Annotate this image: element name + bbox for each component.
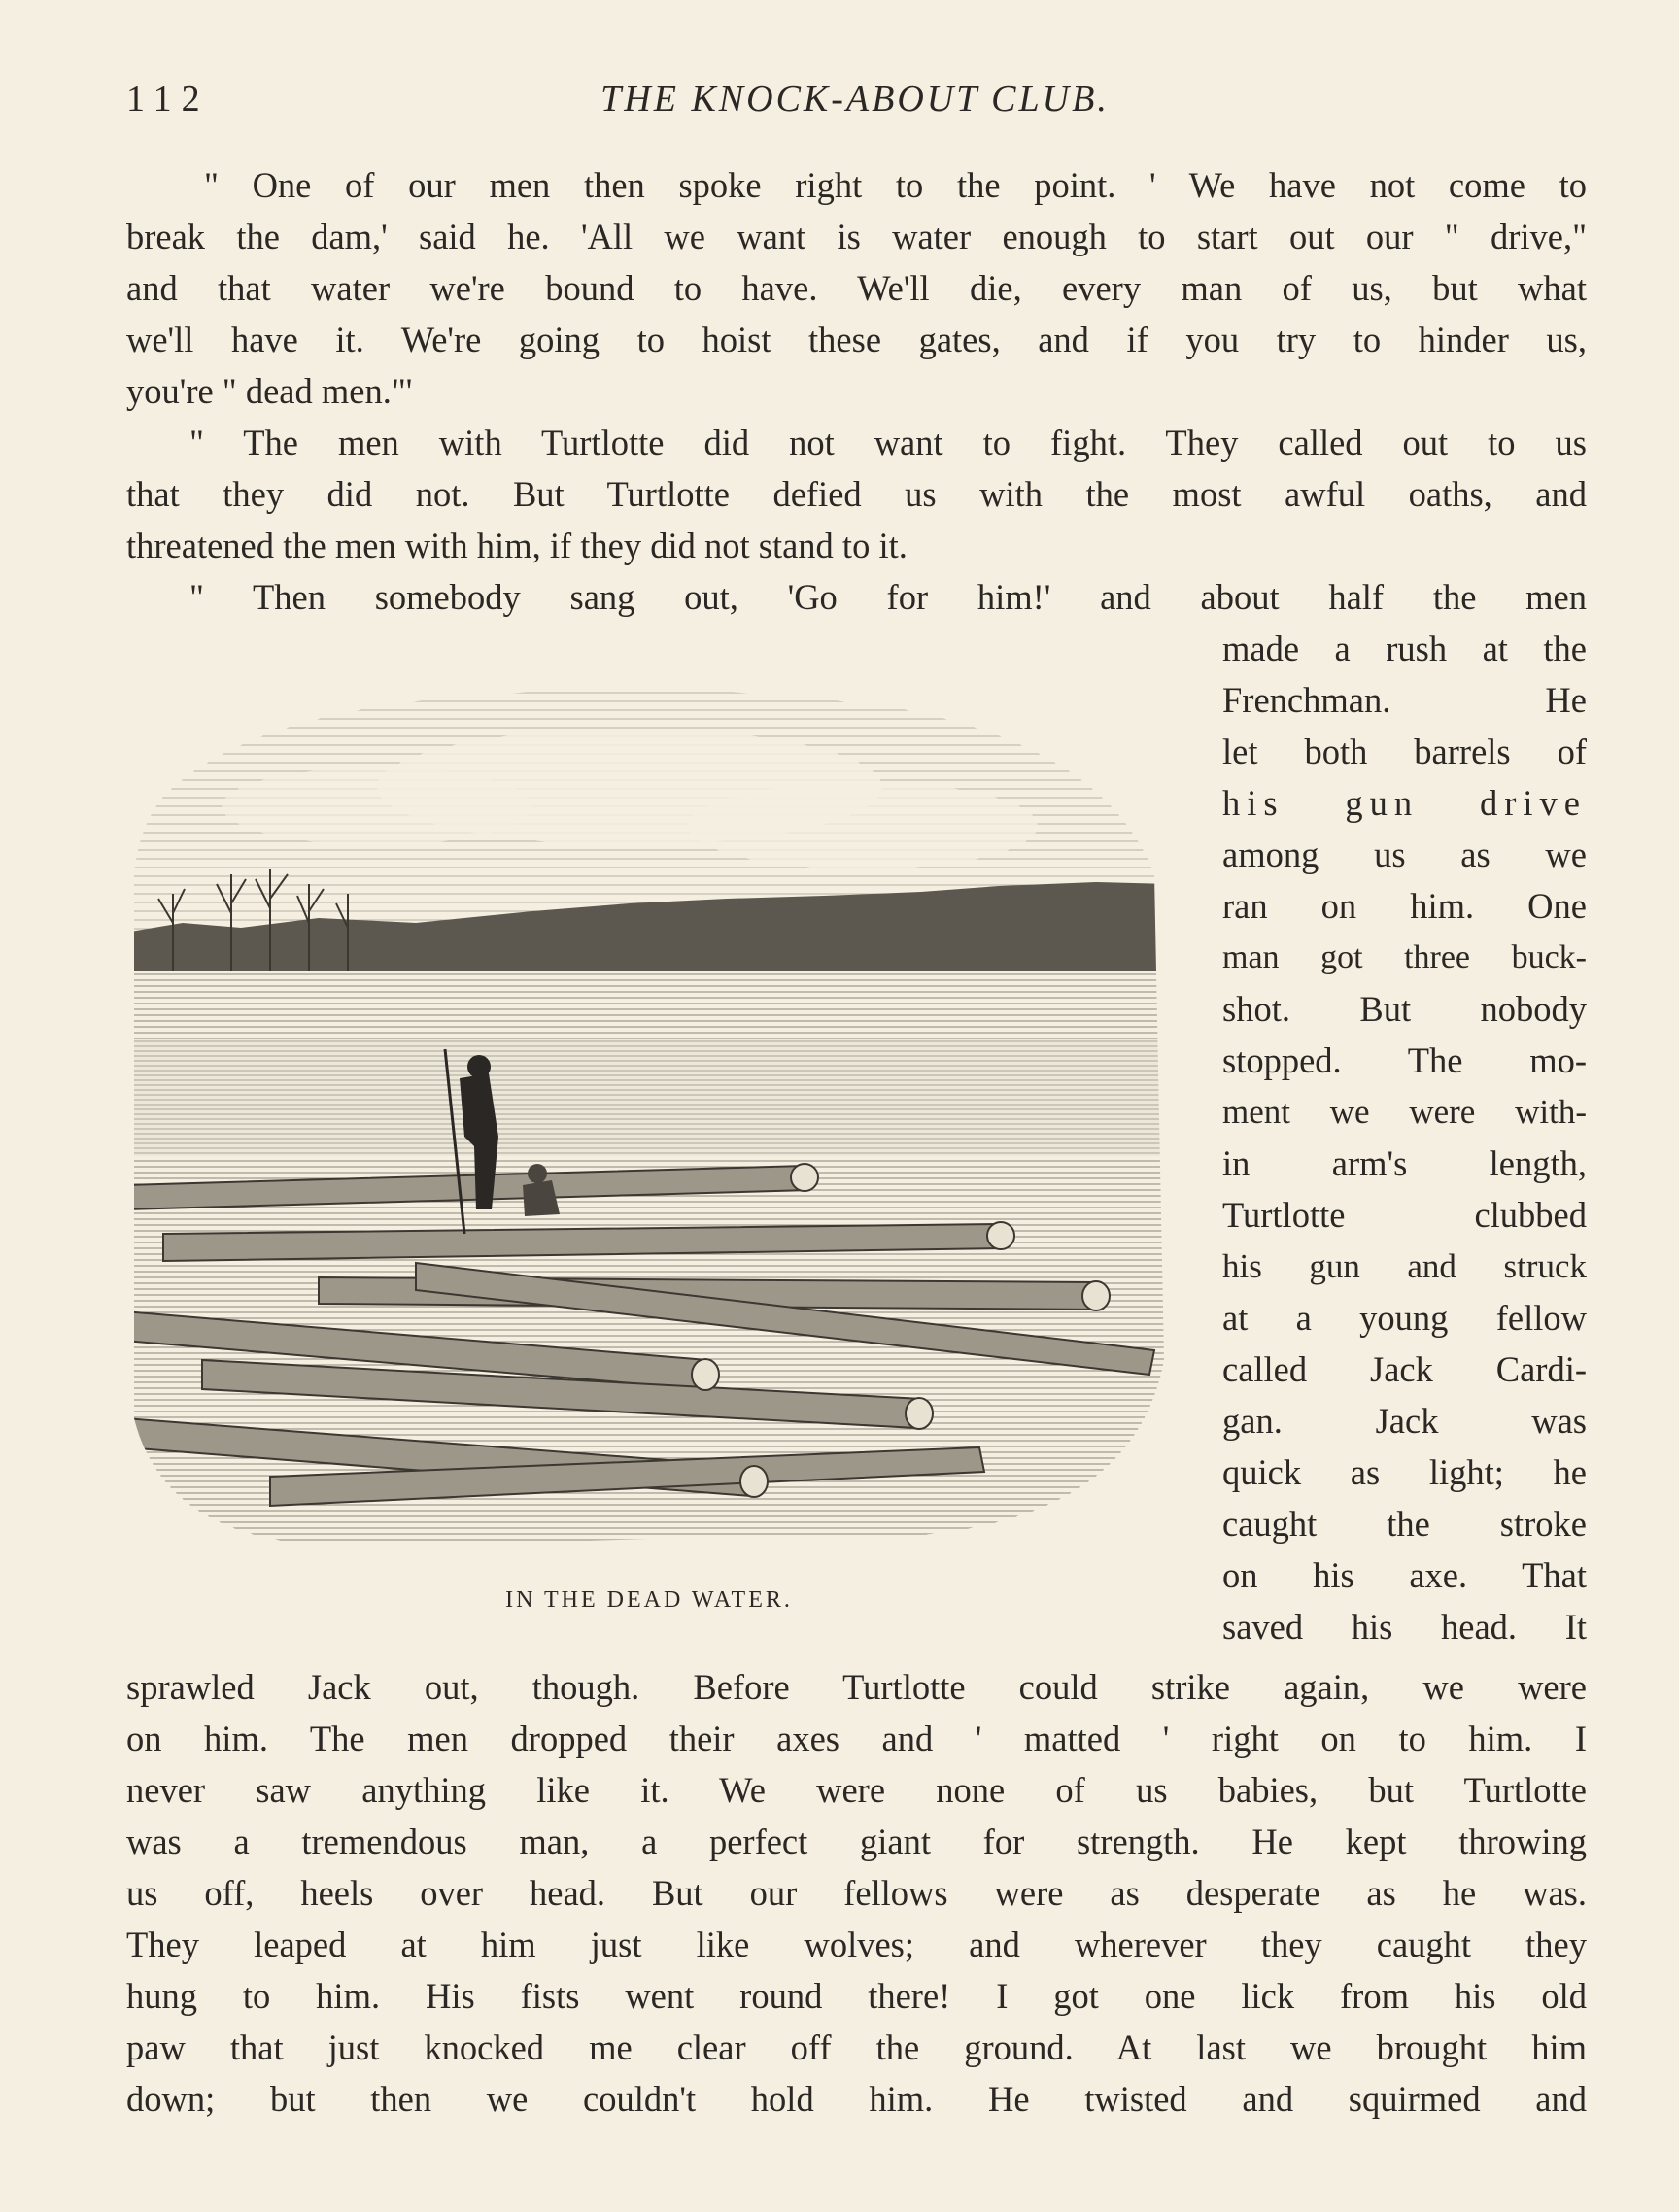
engraving-illustration [124, 680, 1174, 1564]
foreground-logs [124, 1156, 1174, 1545]
text-line: called Jack Cardi- [1222, 1349, 1587, 1389]
text-line: on his axe. That [1222, 1555, 1587, 1595]
text-line: sprawled Jack out, though. Before Turtlotte could strike again, we were [126, 1667, 1587, 1707]
text-line: saved his head. It [1222, 1607, 1587, 1647]
text-line: and that water we're bound to have. We'll die, every man of us, but what [126, 268, 1587, 308]
man-head [467, 1055, 491, 1078]
text-line: made a rush at the [1222, 629, 1587, 668]
text-line: us off, heels over head. But our fellows were as desperate as he was. [126, 1873, 1587, 1913]
text-line: shot. But nobody [1222, 989, 1587, 1029]
running-title: THE KNOCK-ABOUT CLUB. [600, 79, 1110, 119]
text-line: Frenchman. He [1222, 680, 1587, 720]
text-line: let both barrels of [1222, 732, 1587, 771]
text-line: They leaped at him just like wolves; and wherever they caught they [126, 1924, 1587, 1964]
cloud [688, 782, 1038, 869]
text-line: we'll have it. We're going to hoist these gates, and if you try to hinder us, [126, 320, 1587, 359]
page-number: 112 [126, 79, 210, 119]
text-line: his gun drive [1222, 783, 1587, 823]
text-line: threatened the men with him, if they did not stand to it. [126, 526, 908, 565]
text-line: ment we were with- [1222, 1093, 1587, 1131]
illustration-scene [124, 680, 1174, 1545]
text-line: man got three buck- [1222, 939, 1587, 975]
text-line: gan. Jack was [1222, 1401, 1587, 1441]
text-line: was a tremendous man, a perfect giant for strength. He kept throwing [126, 1821, 1587, 1861]
cloud [222, 767, 532, 845]
text-line: " One of our men then spoke right to the point. ' We have not come to [204, 165, 1587, 205]
text-line: stopped. The mo- [1222, 1040, 1587, 1080]
text-line: down; but then we couldn't hold him. He twisted and squirmed and [126, 2079, 1587, 2119]
text-line: paw that just knocked me clear off the ground. At last we brought him [126, 2027, 1587, 2067]
text-line: in arm's length, [1222, 1143, 1587, 1183]
text-line: on him. The men dropped their axes and ' matted ' right on to him. I [126, 1719, 1587, 1758]
text-line: never saw anything like it. We were none of us babies, but Turtlotte [126, 1770, 1587, 1810]
text-line: " The men with Turtlotte did not want to fight. They called out to us [189, 423, 1587, 462]
text-line: " Then somebody sang out, 'Go for him!' and about half the men [189, 577, 1587, 617]
illustration-caption: IN THE DEAD WATER. [505, 1587, 793, 1613]
text-line: that they did not. But Turtlotte defied us with the most awful oaths, and [126, 474, 1587, 514]
text-line: at a young fellow [1222, 1298, 1587, 1338]
text-line: you're " dead men."' [126, 371, 413, 411]
text-line: among us as we [1222, 834, 1587, 874]
far-log-jam [124, 971, 1174, 1039]
text-line: caught the stroke [1222, 1504, 1587, 1544]
text-line: break the dam,' said he. 'All we want is water enough to start out our " drive," [126, 217, 1587, 256]
text-line: Turtlotte clubbed [1222, 1195, 1587, 1235]
text-line: quick as light; he [1222, 1452, 1587, 1492]
page-header [126, 78, 1584, 136]
text-line: ran on him. One [1222, 886, 1587, 926]
text-line: his gun and struck [1222, 1247, 1587, 1285]
water [124, 1039, 1174, 1156]
man-head [528, 1164, 547, 1183]
text-line: hung to him. His fists went round there! I got one lick from his old [126, 1976, 1587, 2016]
